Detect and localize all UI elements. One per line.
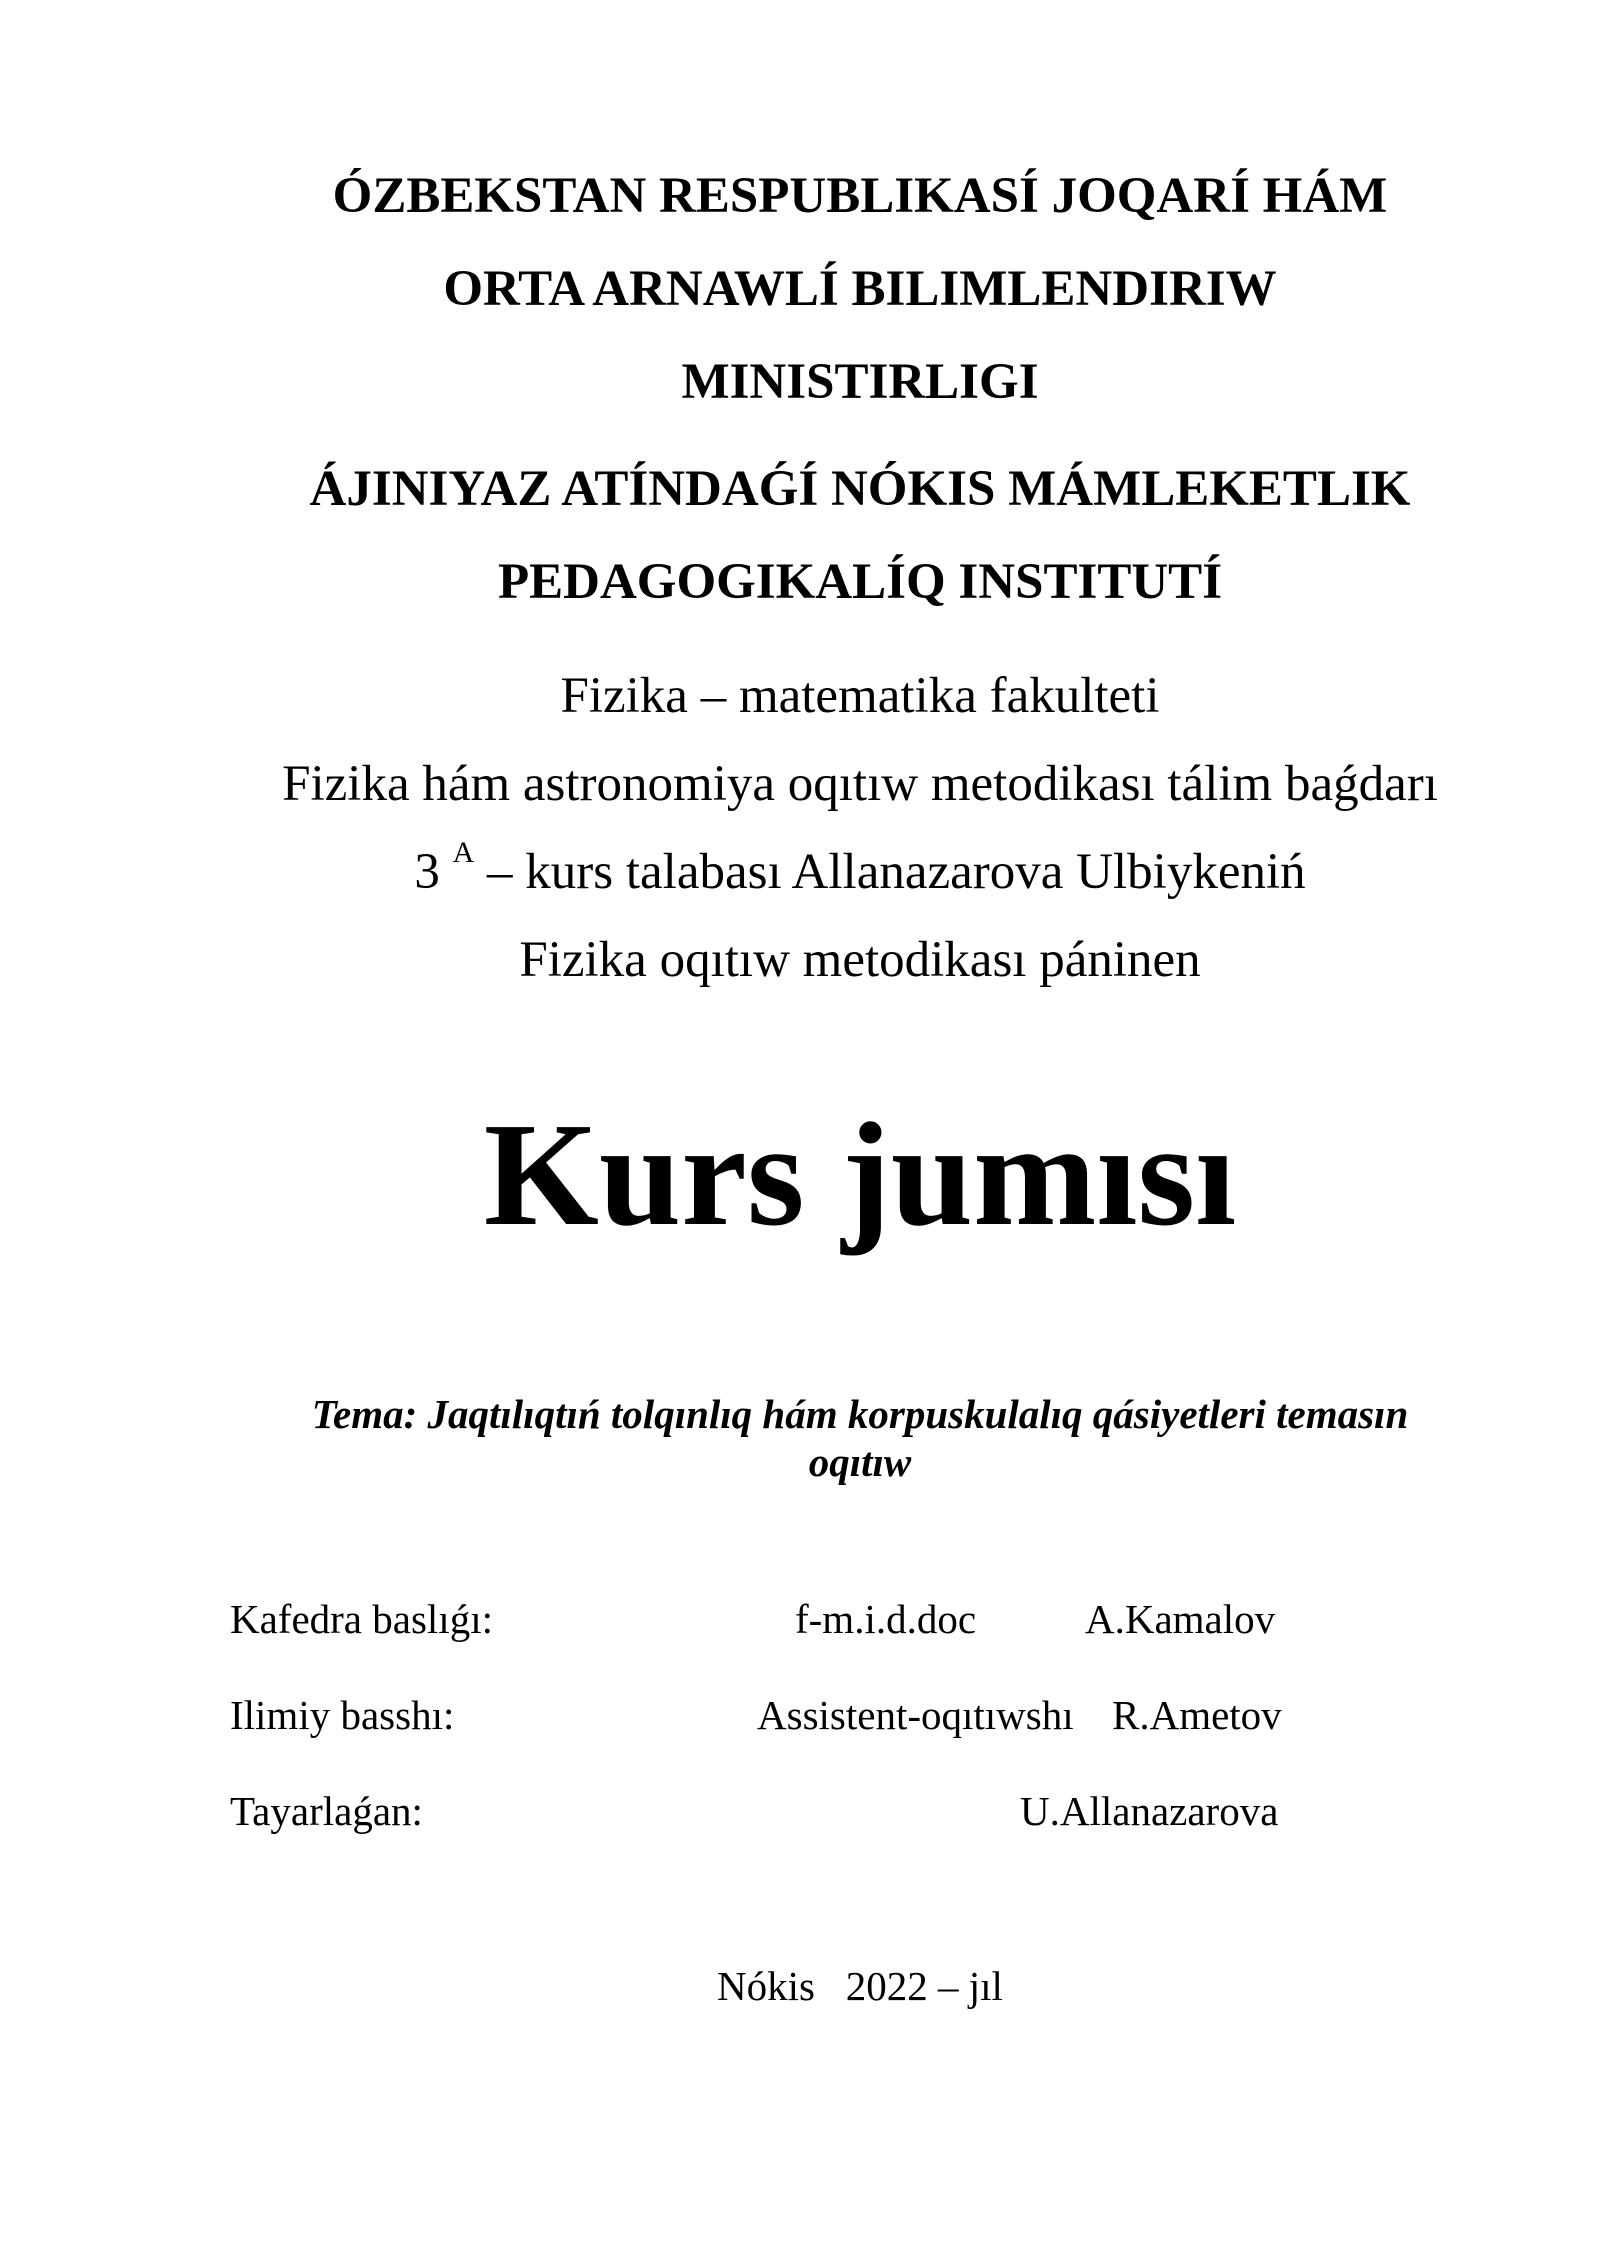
role-name: U.Allanazarova: [1020, 1788, 1279, 1834]
ministry-line-1: ÓZBEKSTAN RESPUBLIKASÍ JOQARÍ HÁM: [332, 168, 1388, 224]
subject-line: Fizika oqıtıw metodikası páninen: [519, 932, 1201, 988]
role-row-supervisor: [0, 1691, 1600, 1751]
faculty-line: Fizika – matematika fakulteti: [560, 668, 1160, 724]
role-name: R.Ametov: [1112, 1692, 1282, 1738]
role-name: A.Kamalov: [1085, 1596, 1276, 1642]
role-position: f-m.i.d.doc: [795, 1596, 977, 1642]
institute-heading: [0, 443, 1600, 629]
role-label: Kafedra baslıǵı:: [230, 1596, 493, 1642]
course-group: A: [452, 836, 475, 869]
ministry-line-3: MINISTIRLIGI: [681, 354, 1039, 410]
direction-line: Fizika hám astronomiya oqıtıw metodikası tálim baǵdarı: [282, 756, 1438, 812]
document-title: Kurs jumısı: [483, 1093, 1237, 1257]
topic-line-2: oqıtıw: [808, 1439, 912, 1485]
topic-heading: [0, 1390, 1600, 1486]
role-label: Ilimiy basshı:: [230, 1692, 455, 1738]
topic-line-1: Tema: Jaqtılıqtıń tolqınlıq hám korpuskulalıq qásiyetleri temasın: [311, 1391, 1409, 1437]
course-number: 3: [414, 844, 440, 900]
student-name: – kurs talabası Allanazarova Ulbiykeniń: [487, 844, 1306, 900]
institute-line-1: ÁJINIYAZ ATÍNDAǴÍ NÓKIS MÁMLEKETLIK: [309, 461, 1411, 517]
footer-city: Nókis: [717, 1963, 816, 2009]
footer-year: 2022 – jıl: [845, 1963, 1003, 2009]
ministry-line-2: ORTA ARNAWLÍ BILIMLENDIRIW: [443, 261, 1277, 317]
place-and-year: [0, 1962, 1600, 2010]
role-label: Tayarlaǵan:: [230, 1788, 423, 1834]
role-row-prepared-by: [0, 1787, 1600, 1847]
ministry-heading: [0, 150, 1600, 429]
student-line: [0, 828, 1600, 916]
student-info: [0, 652, 1600, 1004]
role-position: Assistent-oqıtıwshı: [757, 1692, 1074, 1738]
role-row-head-of-department: [0, 1595, 1600, 1655]
institute-line-2: PEDAGOGIKALÍQ INSTITUTÍ: [497, 554, 1223, 610]
